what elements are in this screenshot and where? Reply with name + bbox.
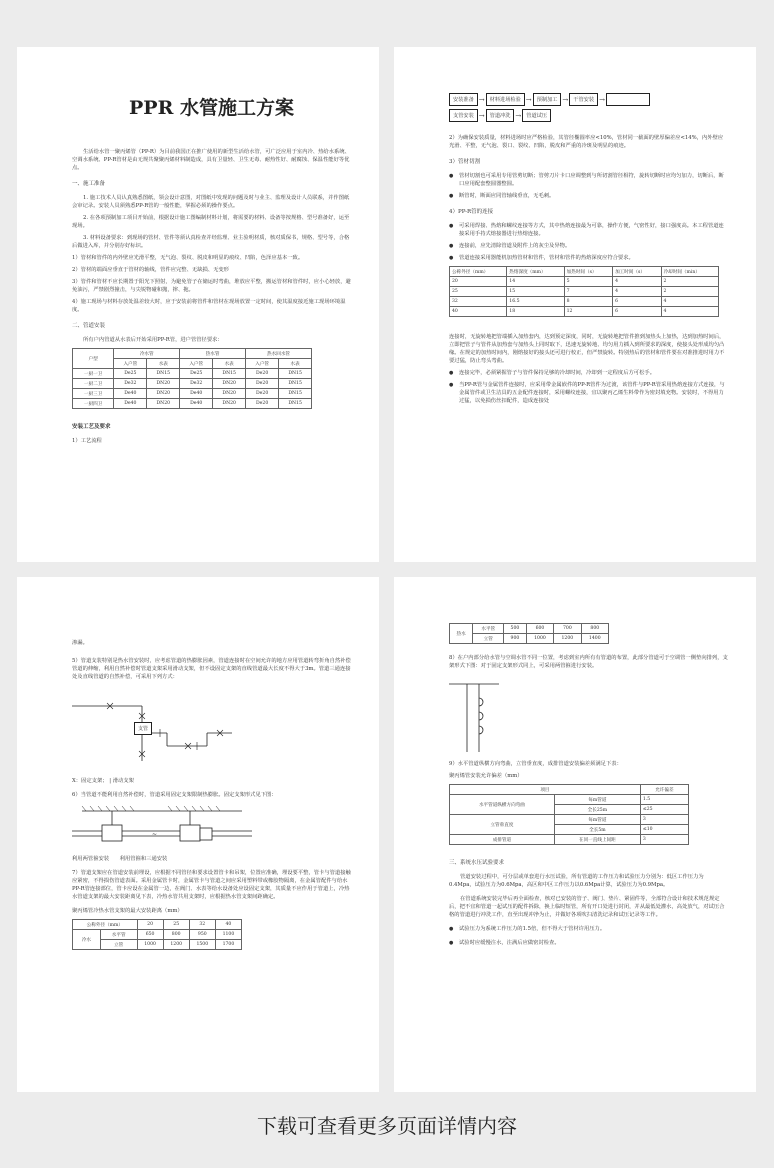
table-cell: 2 bbox=[661, 287, 718, 297]
table-row bbox=[73, 930, 242, 940]
flow-step: 预制加工 bbox=[533, 93, 562, 106]
paragraph: 2）管材的端面应垂直于管材的轴线，管件应完整、无缺损、无变形 bbox=[72, 267, 229, 273]
table-row bbox=[450, 287, 719, 297]
paragraph: 在管道系统安装完毕后再全面检查，核对已安装的管子、阀门、垫片、紧固件等，全部符合设计和技术规范规定后，把不宜和管道一起试压的配件拆除，换上临时短管，所有开口处进行封闭，并从最低处灌水，高处放气，对试压合格的管道进行冲洗工作，直至出现冲净为止，并做好各项吹扫清洗记录和试压记录等工作。 bbox=[449, 896, 725, 918]
table-cell: 每m管道 bbox=[554, 795, 640, 805]
table-cell: DN20 bbox=[147, 389, 180, 399]
table-cell: 1500 bbox=[189, 940, 215, 950]
table-cell: 6 bbox=[613, 307, 661, 317]
table-cell: De32 bbox=[180, 379, 213, 389]
diagram-caption: 利用两管箍安装 利用管箍和三通安装 bbox=[72, 856, 168, 862]
table-cell: De32 bbox=[114, 379, 147, 389]
bullet-item: ● 连接前，应先清除管道及附件上的灰尘及异物。 bbox=[449, 242, 728, 250]
table-header: 32 bbox=[189, 920, 215, 930]
table-cell: 一厨四卫 bbox=[73, 399, 114, 409]
table-subheader: 水表 bbox=[147, 359, 180, 369]
table-cell: ≤25 bbox=[640, 805, 688, 815]
bullet-item: ● 试验时应缓慢注水，注满后应做密封检查。 bbox=[449, 939, 728, 947]
wall-support-diagram bbox=[449, 674, 519, 752]
fixed-support-diagram bbox=[72, 803, 252, 847]
table-cell: 1100 bbox=[215, 930, 241, 940]
paragraph: 4）施工现场与材料存放处温差较大时，应于安装前将管件和管材在现场放置一定时间，使其温度接近施工现场环境温度。 bbox=[72, 299, 346, 313]
table-cell: De40 bbox=[114, 389, 147, 399]
document-page-2 bbox=[394, 47, 756, 562]
table-header: 公称外径（mm） bbox=[73, 920, 138, 930]
table-cell: 一厨三卫 bbox=[73, 389, 114, 399]
table-cell: 冷水 bbox=[73, 930, 101, 950]
table-cell: 1200 bbox=[163, 940, 189, 950]
table-cell: DN20 bbox=[213, 379, 246, 389]
table-cell: 600 bbox=[526, 624, 553, 634]
flow-step: 管道试压 bbox=[522, 109, 551, 122]
flow-step: 管道冲洗 bbox=[486, 109, 515, 122]
paragraph: 9）水平管道纵横方向弯曲，立管垂直度，成排管道安装偏差须满足下表： bbox=[449, 761, 622, 767]
table-cell: 800 bbox=[163, 930, 189, 940]
diagram-legend: X：固定支架； | 滑动支架 bbox=[72, 778, 134, 784]
paragraph: 7）管道支架应在管道安装前埋设，应根据不同管径和要求设置管卡和吊架，位置应准确，埋设要平整，管卡与管道接触应紧密，不得损伤管道表面。采用金属管卡时，金属管卡与管道之间应采用塑料带或橡胶物隔离，在金属管配件与给水PP-R管连接部位，管卡应设在金属管一边，在阀门、水表等给水设备处应设固定支架，其质量不应作用于管道上，冷热水管道支架的最大安装距离见下表，冷热水管共用支架时，应根据热水管支架间距确定。 bbox=[72, 870, 351, 900]
table-row bbox=[450, 835, 689, 845]
download-more-banner[interactable]: 下载可查看更多页面详情内容 bbox=[257, 1114, 517, 1138]
section-heading: 安装工艺及要求 bbox=[72, 424, 111, 430]
paragraph: 6）当管道不能利用自然补偿时，管道采用固定支架限制热膨胀。固定支架形式见下图： bbox=[72, 792, 277, 798]
table-cell: 16.5 bbox=[507, 297, 564, 307]
table-cell: 25 bbox=[450, 287, 507, 297]
table-cell: ≤10 bbox=[640, 825, 688, 835]
table-row bbox=[450, 277, 719, 287]
table-cell: De40 bbox=[180, 399, 213, 409]
paragraph: 2. 在各项预制加工项目开始前，根据设计施工图编制材料计划，将需要的材料、设备等按规格、型号准备好，运至现场。 bbox=[72, 215, 350, 229]
table-header: 20 bbox=[137, 920, 163, 930]
table-header: 户型 bbox=[73, 349, 114, 369]
document-page-4 bbox=[394, 577, 756, 1092]
paragraph: 3）管件和管材不应长期置于阳光下照射，为避免管子在储运时弯曲，堆放应平整，搬运管材和管件时，应小心轻放，避免油污，严禁剧烈撞击，与尖锐物碰和抛，摔、拖。 bbox=[72, 279, 351, 293]
table-cell: 900 bbox=[504, 634, 527, 644]
table-cell: 12 bbox=[564, 307, 612, 317]
arrow-icon: → bbox=[599, 95, 605, 104]
table-cell: 32 bbox=[450, 297, 507, 307]
flow-step: 支管安装 bbox=[449, 109, 478, 122]
intro-paragraph: 生活给水管一聚丙烯管（PP-R）为目前我国正在推广使用的新型生活给水管，可广泛应用于室内冷、热给水系统、空调水系统、PP-R管材是由无规共聚聚丙烯材料制造成，具有卫量轻、卫生无毒、耐热性好、耐腐蚀、保温性能好等优点。 bbox=[72, 149, 350, 171]
table-header: 冷却时间（min） bbox=[661, 267, 718, 277]
table-cell: De25 bbox=[114, 369, 147, 379]
table-cell: DN20 bbox=[213, 389, 246, 399]
arrow-icon: → bbox=[478, 111, 485, 120]
table-cell: DN15 bbox=[279, 379, 312, 389]
section-heading: 二、管道安装 bbox=[72, 323, 106, 329]
table-header: 加热时间（s） bbox=[564, 267, 612, 277]
flow-step: 安装准备 bbox=[449, 93, 478, 106]
table-row bbox=[450, 297, 719, 307]
table-cell: 一厨二卫 bbox=[73, 379, 114, 389]
paragraph: 1）工艺流程 bbox=[72, 438, 102, 444]
document-page-1 bbox=[17, 47, 379, 562]
table-subheader: 入户管 bbox=[180, 359, 213, 369]
table-cell: DN15 bbox=[279, 389, 312, 399]
table-header: 25 bbox=[163, 920, 189, 930]
table-title: 聚丙烯管冷热水管支架的最大安装距离（mm） bbox=[72, 908, 183, 914]
table-row bbox=[450, 624, 609, 634]
table-cell: 650 bbox=[137, 930, 163, 940]
table-cell: DN15 bbox=[213, 369, 246, 379]
bullet-item: ● 试验压力为系统工作压力的1.5倍，但不得大于管材许用压力。 bbox=[449, 925, 728, 933]
table-cell: 4 bbox=[613, 277, 661, 287]
paragraph: 管道安装过程中，可分层或单套进行水压试验，所有管道的工作压力和试验压力分别为：低区工作压力为0.4Mpa，试验压力为0.6Mpa，高区和中区工作压力以0.6Mpa计算，试验压力为0.9Mpa。 bbox=[449, 874, 704, 888]
bullet-item: ● 可采用焊接、热熔和螺纹连接等方式，其中热熔连接最为可靠，操作方便，气密性好，接口强度高。本工程管道连接采用手持式熔接器进行热熔连接。 bbox=[449, 222, 728, 238]
bullet-item: ● 连接完毕，必须紧握管子与管件保持足够的冷却时间，冷却到一定程度后方可松手。 bbox=[449, 369, 728, 377]
table-cell: 在同一直线上间距 bbox=[554, 835, 640, 845]
fusion-depth-table bbox=[449, 266, 719, 317]
table-cell: 水平管道纵横方向弯曲 bbox=[450, 795, 555, 815]
table-header: 项目 bbox=[450, 785, 641, 795]
table-cell: 18 bbox=[507, 307, 564, 317]
table-cell: De20 bbox=[246, 389, 279, 399]
paragraph: 1）管材和管件的内外壁应光滑平整，无气泡、裂纹、脱皮和明显的痕纹、凹陷，色泽应基本一致。 bbox=[72, 255, 304, 261]
table-cell: De40 bbox=[114, 399, 147, 409]
flow-step: 材料进场检验 bbox=[486, 93, 525, 106]
process-flow-row-1 bbox=[449, 93, 728, 106]
table-cell: De20 bbox=[246, 369, 279, 379]
table-cell: 立管 bbox=[100, 940, 137, 950]
table-header: 40 bbox=[215, 920, 241, 930]
paragraph: 3. 材料设备要求：到现场的管材、管件等须认真检查并经监理、业主验明材质，核对质保书，规格、型号等，合格后做进入库，并分别存好标识。 bbox=[72, 235, 350, 249]
table-cell: DN20 bbox=[147, 379, 180, 389]
table-cell: 500 bbox=[504, 624, 527, 634]
table-cell: 14 bbox=[507, 277, 564, 287]
arrow-icon: → bbox=[478, 95, 485, 104]
hot-water-spacing-table bbox=[449, 623, 609, 644]
section-heading: 一、施工准备 bbox=[72, 181, 106, 187]
table-cell: 20 bbox=[450, 277, 507, 287]
table-cell: 4 bbox=[661, 297, 718, 307]
section-heading: 三、系统水压试验要求 bbox=[449, 860, 505, 866]
paragraph: 8）在户内部分给水管与空调水管不同一位置，考虑到室内所有有管道的布置，此部分管道可于空调管一侧垫向排列，支架形式下图：对于固定支架形式同上，可采用两管箍进行安装。 bbox=[449, 655, 728, 669]
svg-text:~: ~ bbox=[152, 831, 158, 838]
table-cell: 800 bbox=[581, 624, 608, 634]
paragraph: 所有户内管道从水表后开始采用PP-R管，进户管管径要求： bbox=[83, 337, 223, 343]
table-cell: De20 bbox=[246, 379, 279, 389]
table-subheader: 入户管 bbox=[114, 359, 147, 369]
table-cell: 1700 bbox=[215, 940, 241, 950]
table-subheader: 入户管 bbox=[246, 359, 279, 369]
flow-step: 干管安装 bbox=[569, 93, 598, 106]
process-flow-row-2 bbox=[449, 109, 728, 122]
table-cell: 1.5 bbox=[640, 795, 688, 805]
table-subheader: 水表 bbox=[279, 359, 312, 369]
table-cell: 水平管 bbox=[100, 930, 137, 940]
arrow-icon: → bbox=[562, 95, 569, 104]
table-cell: 1400 bbox=[581, 634, 608, 644]
table-row bbox=[450, 634, 609, 644]
table-cell: 1000 bbox=[137, 940, 163, 950]
table-header: 热熔深度（mm） bbox=[507, 267, 564, 277]
table-header: 热水管 bbox=[180, 349, 246, 359]
table-cell: 全长5m bbox=[554, 825, 640, 835]
table-header: 公称外径（mm） bbox=[450, 267, 507, 277]
table-cell: 6 bbox=[613, 297, 661, 307]
table-row bbox=[73, 399, 312, 409]
table-cell: 8 bbox=[564, 297, 612, 307]
table-cell: 每m管道 bbox=[554, 815, 640, 825]
table-header: 允许偏差 bbox=[640, 785, 688, 795]
table-header: 热水回水管 bbox=[246, 349, 312, 359]
document-page-3 bbox=[17, 577, 379, 1092]
section-heading: 4）PP-R管的连接 bbox=[449, 209, 494, 215]
paragraph: 1. 施工技术人员认真熟悉图纸，领会设计意图，对图纸中发现的问题及时与业主、监理及设计人员联系，并作图纸会审记录。安装人员须熟悉PP-R管的一般性能，掌握必须的操作要点。 bbox=[72, 195, 350, 209]
table-row bbox=[450, 815, 689, 825]
table-header: 冷水管 bbox=[114, 349, 180, 359]
table-cell: 1200 bbox=[554, 634, 581, 644]
table-cell: DN20 bbox=[213, 399, 246, 409]
table-cell: 40 bbox=[450, 307, 507, 317]
section-heading: 3）管材切割 bbox=[449, 159, 480, 165]
table-cell: 5 bbox=[564, 277, 612, 287]
table-row bbox=[73, 389, 312, 399]
paragraph: 2）为确保安装质量，材料进场时应严格检验，其管径椭圆率应<10%，管材同一截面的壁厚偏差应<14%，内外壁应光滑、平整，无气泡、裂口、裂纹、凹陷，脱皮和严重的冷斑及明显的痕迹。 bbox=[449, 135, 724, 149]
table-cell: DN15 bbox=[279, 399, 312, 409]
table-cell: DN15 bbox=[279, 369, 312, 379]
tolerance-table bbox=[449, 784, 689, 845]
flow-step-empty bbox=[606, 93, 650, 106]
table-cell: 立管 bbox=[473, 634, 504, 644]
table-cell: 2 bbox=[661, 277, 718, 287]
paragraph: 连接时，无旋转地把管端插入加热套内，达到预定深度，同时，无旋转地把管件推到加热头上加热，达到加热时间后，立即把管子与管件从加热套与加热头上同时取下，迅速无旋转地、均匀用力插入到所要求的深度，使接头处形成均匀凸缘。在规定的加热时间内，刚熔接好的接头还可进行校正，但严禁旋转。特别热后的管材和管件要在对准推进时用力不要过猛，防止弯头弯曲。 bbox=[449, 334, 725, 364]
table-title: 聚丙烯管安装允许偏差（mm） bbox=[449, 773, 523, 779]
bullet-item: ● 管道连接采用器能机加热管材和管件，管材和管件的热熔深度应符合要求。 bbox=[449, 254, 728, 262]
paragraph: 5）管道支装特别是热水管安装时，应考虑管道的热膨胀因素，管道连接时在空间允许的地方应用管道转弯折角自然补偿管道的伸缩，利用自然补偿时管道支架采用滑动支架，但不设固定支架的直线管道最大长度不得大于3m。管道三通连接处及直线管道的自然补偿，可采用下列方式： bbox=[72, 658, 351, 680]
table-cell: DN20 bbox=[147, 399, 180, 409]
bullet-item: ● 当PP-R管与金属管件连接时，应采用带金属嵌件的PP-R管件为过渡，该管件与PP-R管采用热熔连接方式连接，与金属管件或卫生洁具的五金配件连接时，采用螺纹连接，宜以聚丙乙烯生料带作为密封填充物。安装时，不得用力过猛，以免损伤丝扣配件，造成连接处 bbox=[449, 381, 728, 405]
table-cell: 成排管道 bbox=[450, 835, 555, 845]
table-cell: De40 bbox=[180, 389, 213, 399]
table-row bbox=[450, 307, 719, 317]
expansion-diagram bbox=[72, 691, 232, 771]
table-cell: De25 bbox=[180, 369, 213, 379]
table-cell: 热水 bbox=[450, 624, 473, 644]
table-cell: 4 bbox=[613, 287, 661, 297]
arrow-icon: → bbox=[525, 95, 532, 104]
table-cell: De20 bbox=[246, 399, 279, 409]
branch-pipe-label: 支管 bbox=[134, 722, 152, 735]
bullet-item: ● 管材切割也可采用专用管剪切断；管剪刀片卡口应调整到与所切割管径相符，旋转切断时应均匀加力，切断后，断口应用配套整圆器整圆。 bbox=[449, 172, 728, 188]
document-title: PPR 水管施工方案 bbox=[129, 97, 294, 119]
pipe-size-table bbox=[72, 348, 312, 409]
bullet-item: ● 断管时，断面应同管轴线垂直，无毛刺。 bbox=[449, 192, 728, 200]
table-cell: 4 bbox=[661, 307, 718, 317]
table-cell: 3 bbox=[640, 835, 688, 845]
table-cell: 立管垂直度 bbox=[450, 815, 555, 835]
table-cell: 1000 bbox=[526, 634, 553, 644]
support-spacing-table bbox=[72, 919, 242, 950]
table-cell: 水平管 bbox=[473, 624, 504, 634]
table-subheader: 水表 bbox=[213, 359, 246, 369]
table-cell: 15 bbox=[507, 287, 564, 297]
table-cell: 全长25m bbox=[554, 805, 640, 815]
table-cell: 7 bbox=[564, 287, 612, 297]
table-cell: 700 bbox=[554, 624, 581, 634]
paragraph: 渗漏。 bbox=[72, 640, 88, 646]
table-row bbox=[73, 379, 312, 389]
table-row bbox=[73, 369, 312, 379]
table-header: 加工时间（s） bbox=[613, 267, 661, 277]
arrow-icon: → bbox=[515, 111, 522, 120]
table-cell: 3 bbox=[640, 815, 688, 825]
table-cell: 950 bbox=[189, 930, 215, 940]
table-cell: DN15 bbox=[147, 369, 180, 379]
table-cell: 一厨一卫 bbox=[73, 369, 114, 379]
table-row bbox=[450, 795, 689, 805]
